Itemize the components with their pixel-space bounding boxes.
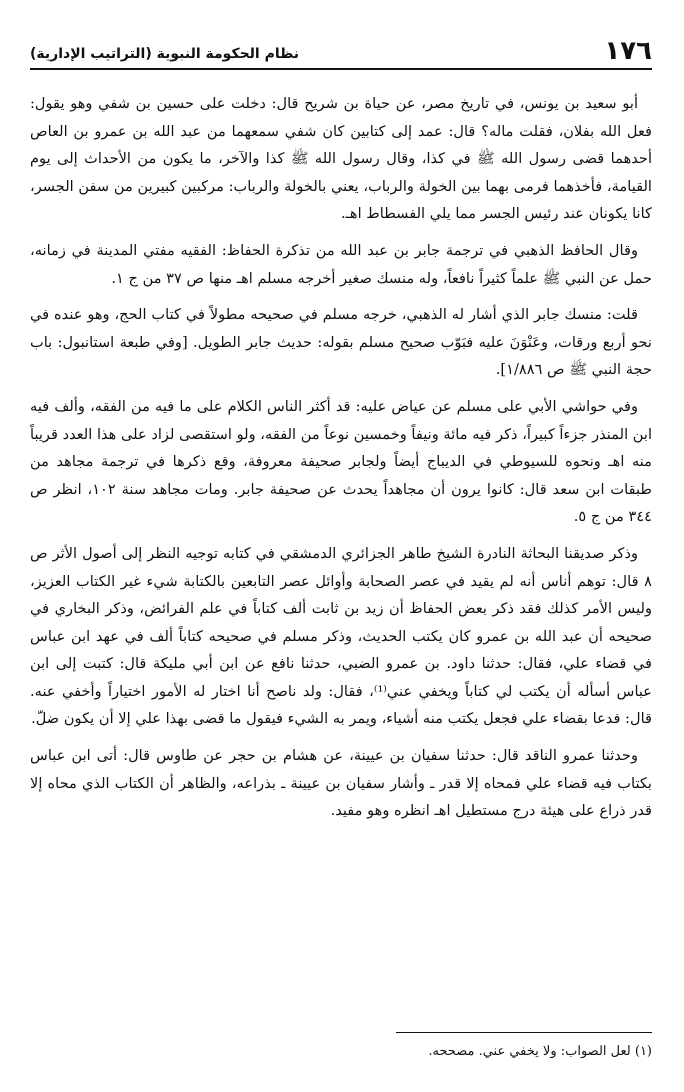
paragraph: أبو سعيد بن يونس، في تاريخ مصر، عن حياة بن شريح قال: دخلت على حسين بن شفي وهو يقول: فعل الله بفلان، فقلت ماله؟ قال: عمد إلى كتابين كان شفي سمعهما من عبد الله بن عمرو بن العاص أحدهما قضى رسول الله ﷺ في كذا، وقال رسول الله ﷺ كذا والآخر، ما يكون من الأحداث إلى يوم القيامة، فأخذهما فرمى بهما بين الخولة والرباب، يعني بالخولة والرباب: مركبين كبيرين من سفن الجسر، كانا يكونان عند رئيس الجسر مما يلي الفسطاط اهـ. <box>30 95 652 223</box>
paragraph: وحدثنا عمرو الناقد قال: حدثنا سفيان بن عيينة، عن هشام بن حجر عن طاوس قال: أتى ابن عباس بكتاب فيه قضاء علي فمحاه إلا قدر ـ وأشار سفيان بن عيينة ـ بذراعه، والظاهر أن الكتاب الذي محاه إلا قدر ذراع على هيئة درج مستطيل اهـ انظره وهو مفيد. <box>30 747 652 820</box>
footnote-divider <box>396 1032 652 1033</box>
paragraph: وذكر صديقنا البحاثة النادرة الشيخ طاهر الجزائري الدمشقي في كتابه توجيه النظر إلى أصول الأثر ص ٨ قال: توهم أناس أنه لم يقيد في عصر الصحابة وأوائل عصر التابعين بالكتابة شيء غير الكتاب العزيز، وليس الأمر كذلك فقد ذكر بعض الحفاظ أن زيد بن ثابت ألف كتاباً في علم الفرائض، وذكر البخاري في صحيحه أن عبد الله بن عمرو كان يكتب الحديث، وذكر مسلم في صحيحه كتاباً ألف في عهد ابن عباس في قضاء علي، فقال: حدثنا داود. بن عمرو الضبي، حدثنا نافع عن ابن أبي مليكة قال: كتبت إلى ابن عباس أسأله أن يكتب لي كتاباً ويخفي عني⁽¹⁾، فقال: ولد ناصح أنا اختار له الأمور اختياراً وأخفي عنه. قال: فدعا بقضاء علي فجعل يكتب منه أشياء، ويمر به الشيء فيقول ما قضى بهذا علي إلا أن يكون ضلّ. <box>30 544 652 728</box>
page-number: ١٧٦ <box>604 36 652 66</box>
book-page <box>30 28 652 1068</box>
paragraph: وفي حواشي الأبي على مسلم عن عياض عليه: قد أكثر الناس الكلام على ما فيه من الفقه، وألف فيه ابن المنذر جزءاً كبيراً، ذكر فيه مائة ونيفاً وخمسين نوعاً من الفقه، ولو استقصى لزاد على هذا العدد قريباً منه اهـ ونحوه للسيوطي في الديباج أيضاً ولجابر صحيفة معروفة، وقع ذكرها في ترجمة مجاهد من طبقات ابن سعد قال: كانوا يرون أن مجاهداً يحدث عن صحيفة جابر. ومات مجاهد سنة ١٠٢، انظر ص ٣٤٤ من ج ٥. <box>30 397 652 526</box>
paragraph: قلت: منسك جابر الذي أشار له الذهبي، خرجه مسلم في صحيحه مطولاً في كتاب الحج، وهو عنده في نحو أربع ورقات، وعَنْوَنَ عليه فبَوّب صحيح مسلم بقوله: حديث جابر الطويل. [وفي طبعة استانبول: باب حجة النبي ﷺ ص ١/٨٨٦]. <box>30 306 652 379</box>
body-text <box>30 90 652 834</box>
footnote: (١) لعل الصواب: ولا يخفي عني. مصححه. <box>428 1044 652 1059</box>
paragraph: وقال الحافظ الذهبي في ترجمة جابر بن عبد الله من تذكرة الحفاظ: الفقيه مفتي المدينة في زمانه، حمل عن النبي ﷺ علماً كثيراً نافعاً، وله منسك صغير أخرجه مسلم اهـ منها ص ٣٧ من ج ١. <box>30 241 652 287</box>
running-title: نظام الحكومة النبوية (التراتيب الإدارية) <box>30 46 300 62</box>
page-header <box>30 28 652 70</box>
